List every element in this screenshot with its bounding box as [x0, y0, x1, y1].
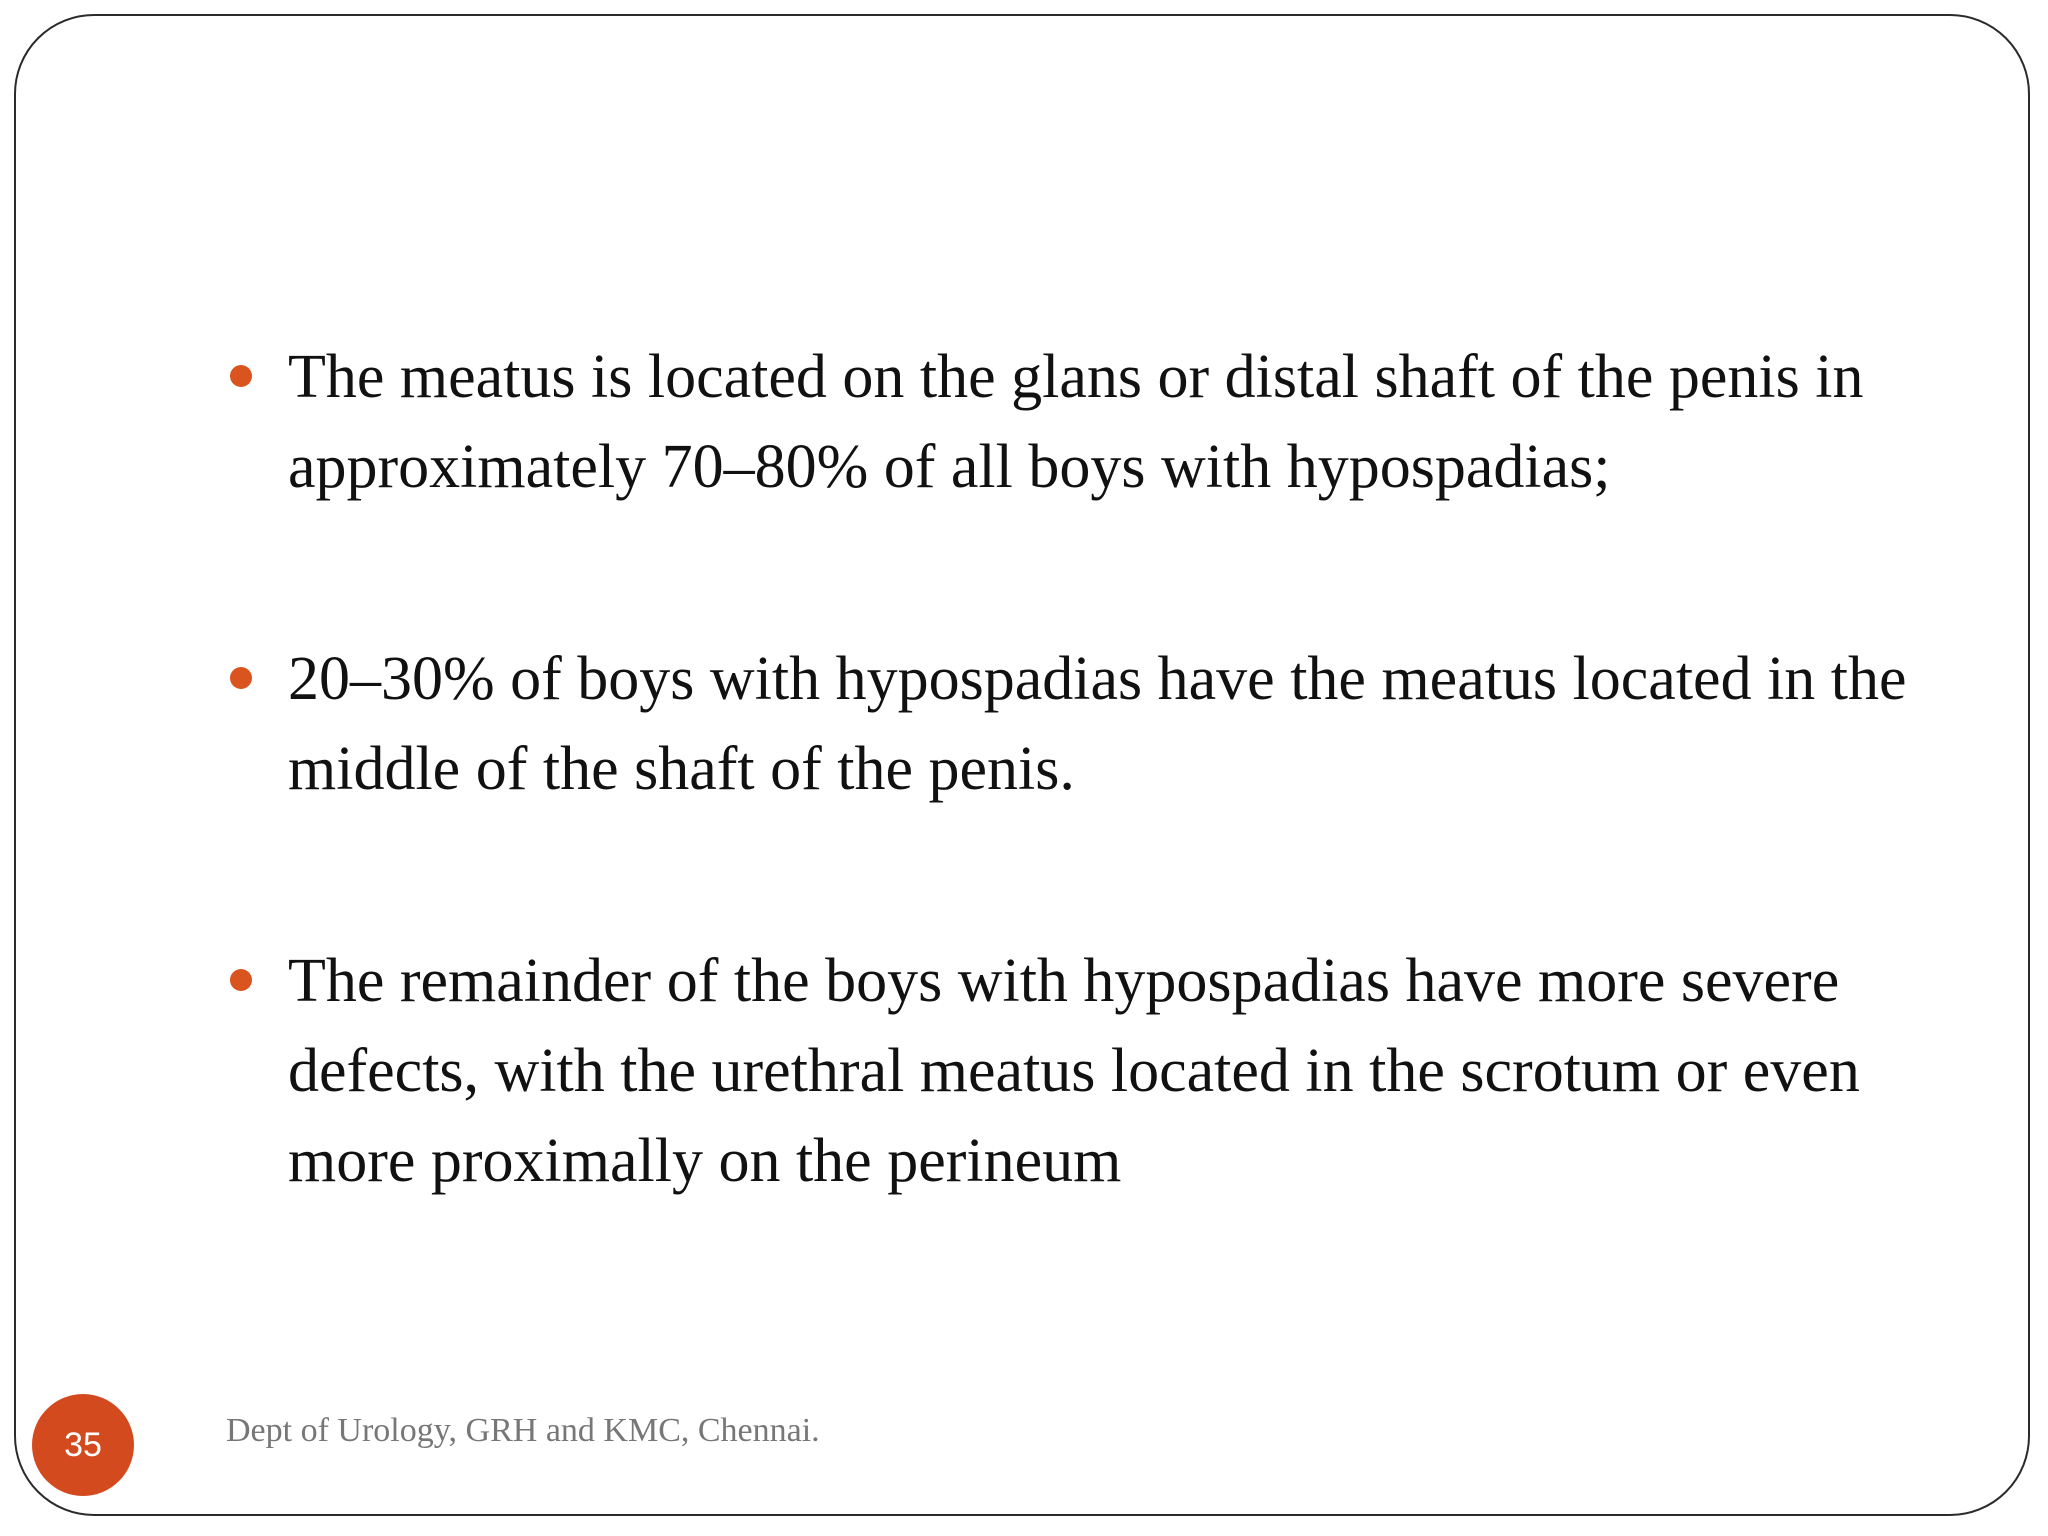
bullet-item-3	[222, 936, 1942, 1206]
footer-text: Dept of Urology, GRH and KMC, Chennai.	[226, 1412, 820, 1449]
bullet-item-2	[222, 634, 1942, 814]
bullet-item-1	[222, 332, 1942, 512]
page-number-badge: 35	[32, 1394, 134, 1496]
bullet-dot-icon	[230, 667, 252, 689]
bullet-dot-icon	[230, 969, 252, 991]
bullet-list	[222, 332, 1942, 1206]
bullet-text-3: The remainder of the boys with hypospadias have more severe defects, with the urethral meatus located in the scrotum or even more proximally on the perineum	[288, 947, 1860, 1195]
bullet-text-2: 20–30% of boys with hypospadias have the meatus located in the middle of the shaft of the penis.	[288, 645, 1907, 803]
bullet-dot-icon	[230, 365, 252, 387]
bullet-text-1: The meatus is located on the glans or distal shaft of the penis in approximately 70–80% of all boys with hypospadias;	[288, 343, 1864, 501]
